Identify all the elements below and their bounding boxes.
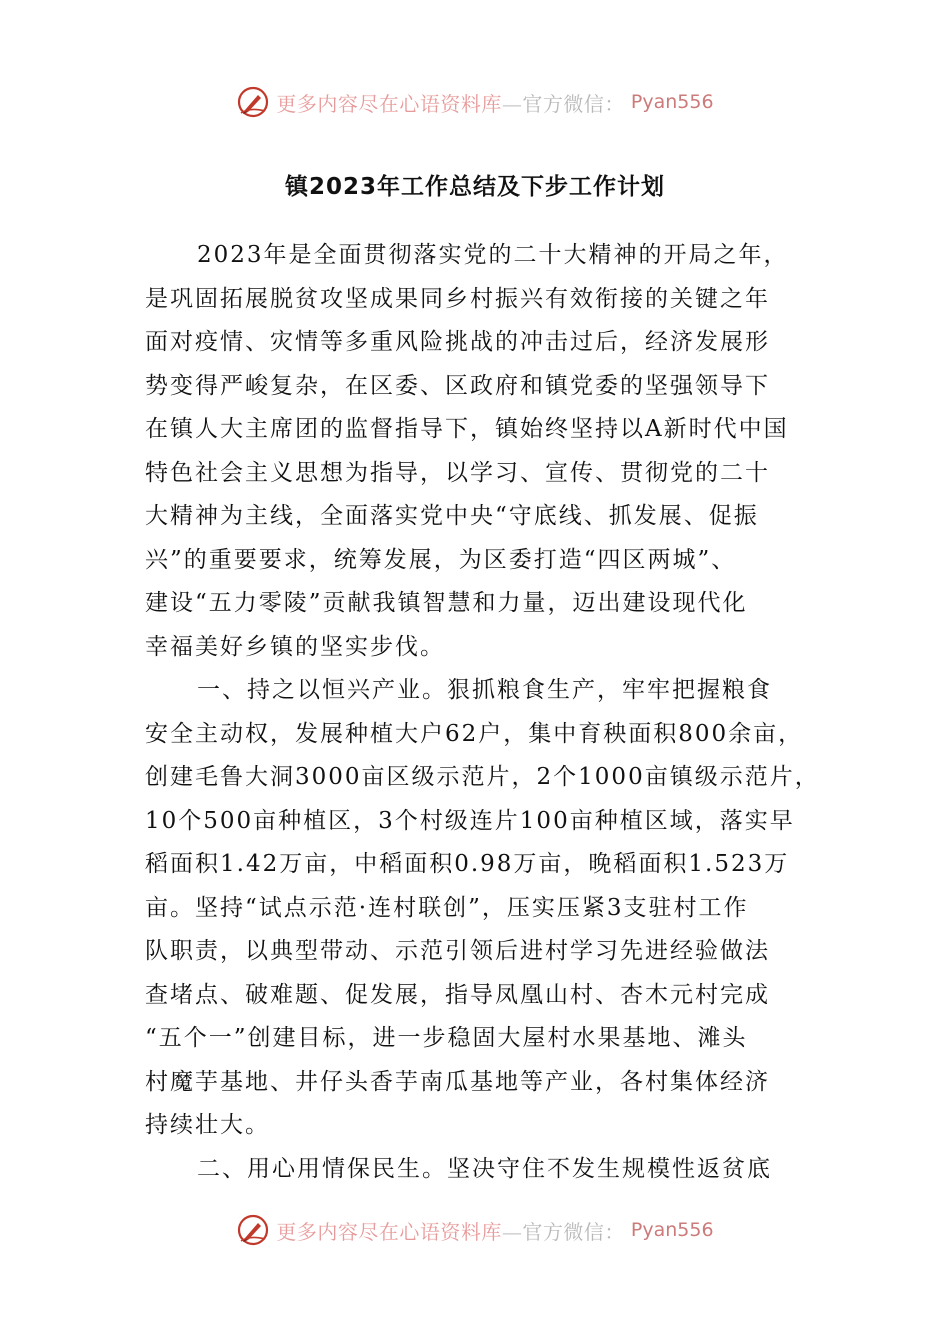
watermark-text [276,1216,625,1245]
text-line: 稻面积1.42万亩，中稻面积0.98万亩，晚稻面积1.523万 [145,851,790,877]
paragraph-intro [145,234,825,669]
text-line: 在镇人大主席团的监督指导下，镇始终坚持以A新时代中国 [145,416,789,442]
text-line: 大精神为主线，全面落实党中央“守底线、抓发展、促振 [145,503,759,529]
watermark-wechat-label: 官方微信： [522,91,625,116]
text-line: 二、用心用情保民生。坚决守住不发生规模性返贫底 [197,1155,772,1182]
text-line: 势变得严峻复杂，在区委、区政府和镇党委的坚强领导下 [145,372,770,399]
text-line: 面对疫情、灾情等多重风险挑战的冲击过后，经济发展形 [145,329,770,355]
text-line: 队职责，以典型带动、示范引领后进村学习先进经验做法 [145,938,770,964]
watermark-text [276,88,625,117]
text-line: 创建毛鲁大洞3000亩区级示范片，2个1000亩镇级示范片， [145,764,820,790]
text-line: 特色社会主义思想为指导，以学习、宣传、贯彻党的二十 [145,459,770,486]
paragraph-livelihood [145,1148,825,1192]
watermark-brand: 更多内容尽在心语资料库 [276,91,502,116]
watermark-wechat-label: 官方微信： [522,1219,625,1244]
text-line: 兴”的重要要求，统筹发展，为区委打造“四区两城”、 [145,546,737,573]
document-body [145,234,825,1191]
text-line: 亩。坚持“试点示范·连村联创”，压实压紧3支驻村工作 [145,894,749,921]
paragraph-industry [145,669,825,1148]
text-line: 安全主动权，发展种植大户62户，集中育秧面积800余亩， [145,720,804,747]
text-line: 持续壮大。 [145,1112,270,1138]
watermark-brand: 更多内容尽在心语资料库 [276,1219,502,1244]
document-title: 镇2023年工作总结及下步工作计划 [284,174,665,200]
watermark-wechat-id: Pyan556 [630,1219,714,1241]
text-line: 建设“五力零陵”贡献我镇智慧和力量，迈出建设现代化 [145,590,748,616]
pen-logo-icon [236,1213,270,1247]
text-line: 查堵点、破难题、促发展，指导凤凰山村、杏木元村完成 [145,981,770,1008]
watermark-footer [0,1210,950,1250]
text-line: 2023年是全面贯彻落实党的二十大精神的开局之年， [197,242,789,268]
watermark-dash: — [501,91,523,116]
text-line: 村魔芋基地、井仔头香芋南瓜基地等产业，各村集体经济 [145,1068,770,1095]
watermark-header [0,82,950,122]
watermark-wechat-id: Pyan556 [630,91,714,113]
text-line: 是巩固拓展脱贫攻坚成果同乡村振兴有效衔接的关键之年 [145,285,770,312]
watermark-dash: — [501,1219,523,1244]
pen-logo-icon [236,85,270,119]
text-line: 10个500亩种植区，3个村级连片100亩种植区域，落实早 [145,807,795,834]
text-line: 幸福美好乡镇的坚实步伐。 [145,633,445,660]
text-line: “五个一”创建目标，进一步稳固大屋村水果基地、滩头 [145,1025,748,1051]
text-line: 一、持之以恒兴产业。狠抓粮食生产，牢牢把握粮食 [197,677,772,703]
